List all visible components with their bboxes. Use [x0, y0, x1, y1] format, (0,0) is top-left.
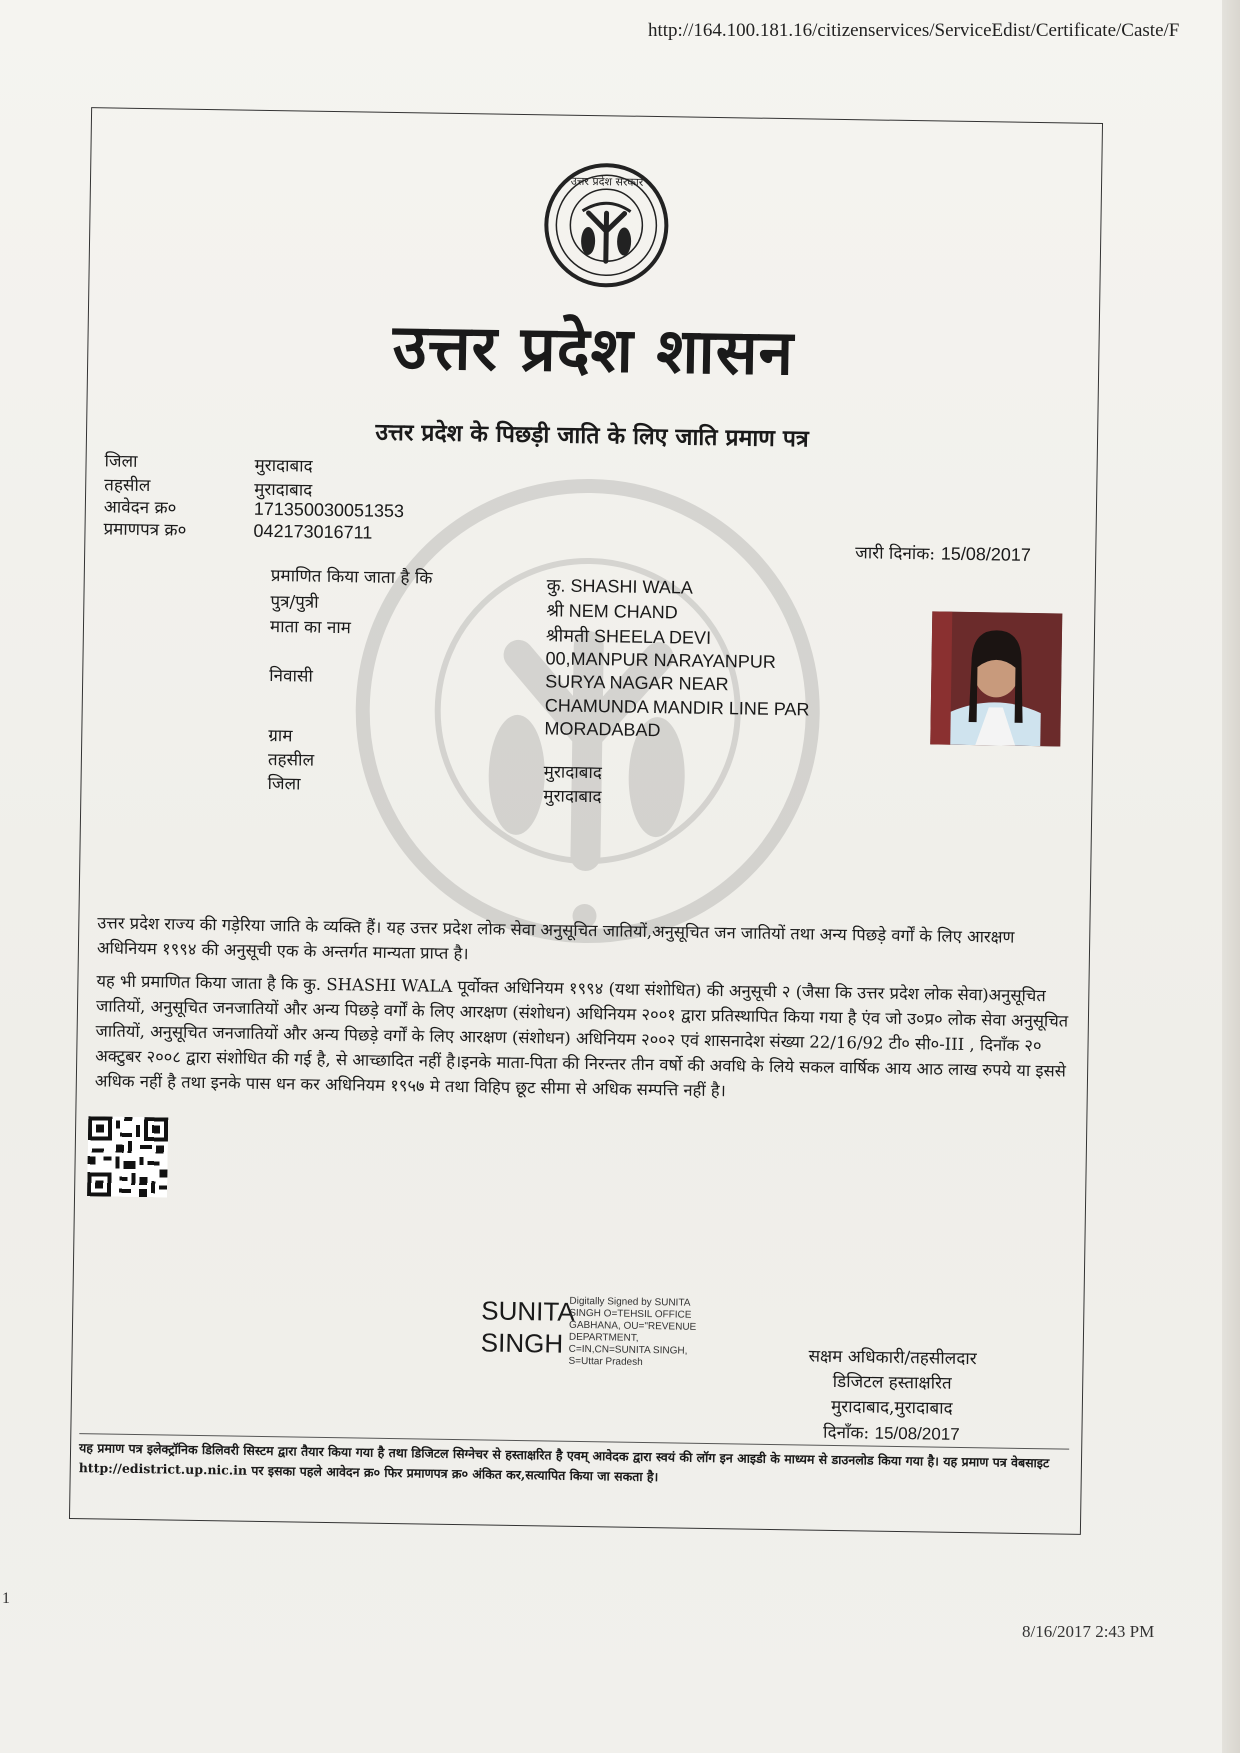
certified-label: प्रमाणित किया जाता है कि [270, 566, 433, 589]
child-of-label: पुत्र/पुत्री [270, 592, 319, 613]
name-value: कु. SHASHI WALA [546, 575, 694, 598]
issue-date-value: 15/08/2017 [940, 543, 1032, 565]
up-emblem-icon [541, 160, 671, 290]
address-line-2: SURYA NAGAR NEAR [545, 671, 729, 695]
page-number: 1 [2, 1590, 10, 1607]
officer-date-label: दिनाँक: [822, 1422, 870, 1444]
certificate-subtitle: उत्तर प्रदेश के पिछड़ी जाति के लिए जाति प्रमाण पत्र [375, 418, 809, 453]
officer-location: मुरादाबाद,मुरादाबाद [830, 1396, 953, 1419]
digital-signature-meta: Digitally Signed by SUNITA SINGH O=TEHSIL OFFICE GABHANA, OU="REVENUE DEPARTMENT, C=IN,CN=SUNITA SINGH, S=Uttar Pradesh [568, 1295, 697, 1368]
application-no-label: आवेदन क्र० [103, 497, 177, 519]
issue-date-label: जारी दिनांक: [855, 543, 936, 565]
person-district-label: जिला [267, 773, 301, 795]
verification-note: यह प्रमाण पत्र इलेक्ट्रॉनिक डिलिवरी सिस्टम द्वारा तैयार किया गया है तथा डिजिटल सिग्नेचर से हस्ताक्षरित है एवम् आवेदक द्वारा स्वयं की लॉग इन आइडी के माध्यम से डाउनलोड किया गया है। यह प्रमाण पत्र वेबसाइट http://edistrict.up.nic.in पर इसका पहले आवेदन क्र० फिर प्रमाणपत्र क्र० अंकित कर,सत्यापित किया जा सकता है। [79, 1433, 1070, 1494]
page-edge [1222, 0, 1240, 1753]
tehsil-label: तहसील [104, 475, 151, 497]
resident-label: निवासी [269, 666, 313, 687]
officer-designation: सक्षम अधिकारी/तहसीलदार [808, 1346, 977, 1370]
emblem-text: उत्तर प्रदेश सरकार [570, 174, 644, 189]
certificate-frame [69, 107, 1103, 1535]
officer-digital-sign: डिजिटल हस्ताक्षरित [832, 1371, 952, 1394]
print-timestamp: 8/16/2017 2:43 PM [1022, 1622, 1155, 1641]
officer-block [771, 1344, 1013, 1449]
signer-name-line-1: SUNITA [481, 1295, 575, 1327]
officer-date-value: 15/08/2017 [874, 1423, 960, 1444]
person-tehsil-label: तहसील [267, 749, 315, 771]
print-url-header: http://164.100.181.16/citizenservices/ServiceEdist/Certificate/Caste/F [648, 20, 1180, 41]
signer-name-line-2: SINGH [480, 1327, 564, 1359]
village-label: ग्राम [268, 726, 293, 747]
application-no-value: 171350030051353 [253, 498, 405, 522]
person-district-value: मुरादाबाद [543, 786, 602, 808]
mother-value: श्रीमती SHEELA DEVI [545, 625, 712, 648]
address-line-1: 00,MANPUR NARAYANPUR [545, 648, 777, 672]
person-tehsil-value: मुरादाबाद [543, 762, 603, 784]
issue-date [855, 540, 1031, 566]
certificate-no-value: 042173016711 [253, 520, 373, 543]
address-line-4: MORADABAD [544, 718, 661, 741]
signer-name [481, 1294, 582, 1360]
tehsil-value: मुरादाबाद [254, 479, 313, 501]
address-line-3: CHAMUNDA MANDIR LINE PAR [544, 695, 810, 720]
district-label: जिला [104, 451, 138, 472]
mother-label: माता का नाम [269, 617, 352, 639]
certification-paragraph: यह भी प्रमाणित किया जाता है कि कु. SHASHI WALA पूर्वोक्त अधिनियम १९९४ (यथा संशोधित) की अनुसूची २ (जैसा कि उत्तर प्रदेश लोक सेवा)अनुसूचित जातियों, अनुसूचित जनजातियों और अन्य पिछड़े वर्गों के लिए आरक्षण (संशोधन) अधिनियम २००१ द्वारा प्रतिस्थापित किया गया है एंव जो उ०प्र० लोक सेवा अनुसूचित जातियों, अनुसूचित जनजातियों और अन्य पिछड़े वर्गों के लिए आरक्षण (संशोधन) अधिनियम २००२ एवं शासनादेश संख्या 22/16/92 टी० सी०-III , दिनाँक २० अक्टुबर २००८ द्वारा संशोधित की गई है, से आच्छादित नहीं है।इनके माता-पिता की निरन्तर तीन वर्षो की अवधि के लिये सकल वार्षिक आय आठ लाख रुपये या इससे अधिक नहीं है तथा इनके पास धन कर अधिनियम १९५७ मे तथा विहिप छूट सीमा से अधिक सम्पत्ति नहीं है। [94, 971, 1069, 1101]
applicant-photo [930, 611, 1062, 746]
certificate-title: उत्तर प्रदेश शासन [392, 309, 795, 390]
district-value: मुरादाबाद [254, 455, 313, 477]
certificate-no-label: प्रमाणपत्र क्र० [103, 519, 187, 541]
qr-code [87, 1116, 168, 1197]
caste-paragraph: उत्तर प्रदेश राज्य की गड़ेरिया जाति के व्यक्ति हैं। यह उत्तर प्रदेश लोक सेवा अनुसूचित जातियों,अनुसूचित जन जातियों तथा अन्य पिछड़े वर्गों के लिए आरक्षण अधिनियम १९९४ की अनुसूची एक के अन्तर्गत मान्यता प्राप्त है। [96, 913, 1015, 964]
father-value: श्री NEM CHAND [546, 600, 678, 623]
